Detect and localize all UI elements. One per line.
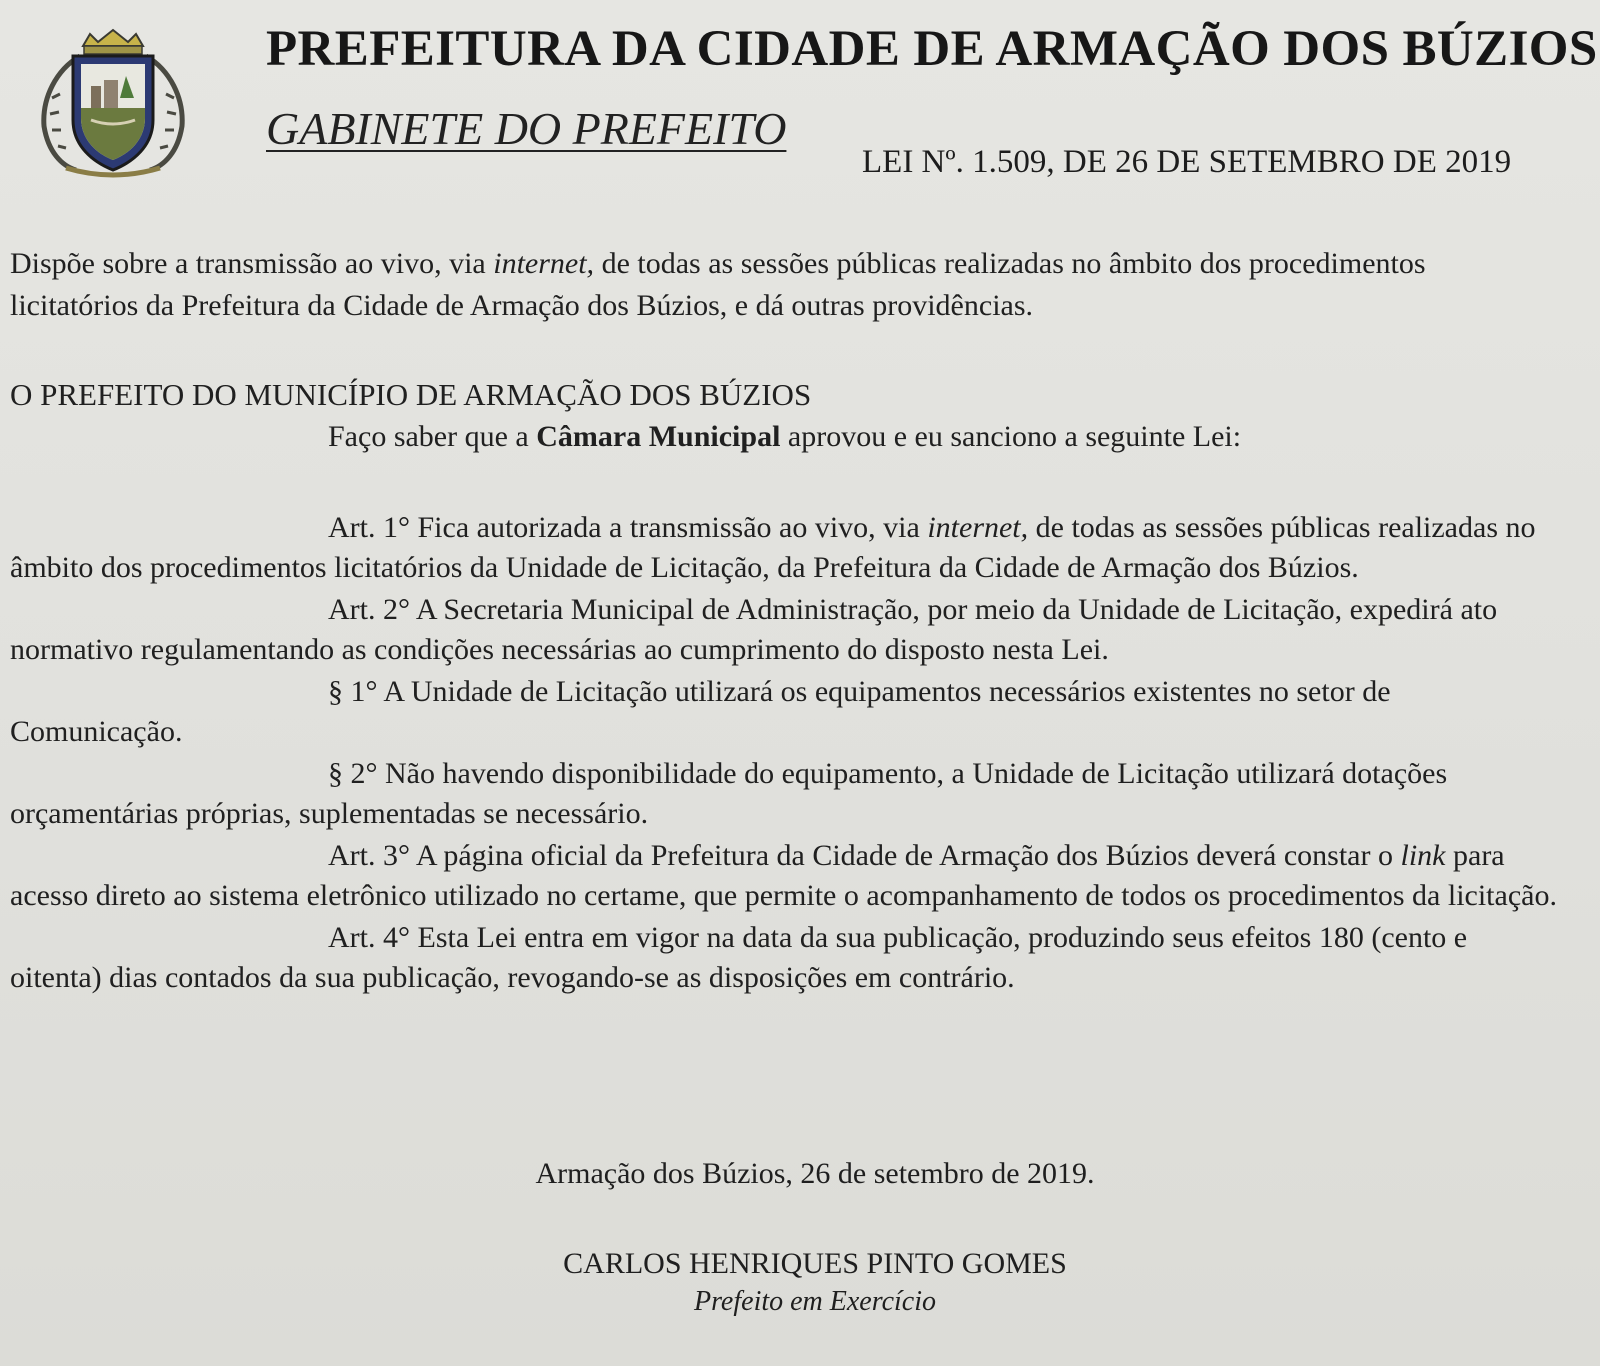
paragraph-1: § 1° A Unidade de Licitação utilizará os equipamentos necessários existentes no setor de Comunicação. [10, 675, 1391, 748]
article-3-text-end: para acesso direto ao sistema eletrônico utilizado no certame, que permite o acompanhamento de todos os procedimentos da licitação. [10, 839, 1557, 912]
law-summary [10, 243, 1510, 327]
article-2: Art. 2° A Secretaria Municipal de Administração, por meio da Unidade de Licitação, expedirá ato normativo regulamentando as condições necessárias ao cumprimento do disposto nesta Lei. [10, 593, 1498, 666]
enactment-text-end: aprovou e eu sanciono a seguinte Lei: [780, 420, 1242, 453]
summary-italic-term: internet, [493, 247, 595, 280]
enactment-text-start: Faço saber que a [328, 420, 537, 453]
law-number: LEI Nº. 1.509, DE 26 DE SETEMBRO DE 2019 [862, 144, 1512, 180]
place-and-date: Armação dos Búzios, 26 de setembro de 2019. [535, 1157, 1095, 1190]
article-1-text-end: de todas as sessões públicas realizadas no âmbito dos procedimentos licitatórios da Unidade de Licitação, da Prefeitura da Cidade de Armação dos Búzios. [10, 511, 1536, 584]
page-title: PREFEITURA DA CIDADE DE ARMAÇÃO DOS BÚZIOS [266, 21, 1598, 77]
article-1-italic-term: internet, [927, 511, 1029, 544]
summary-text-end: de todas as sessões públicas realizadas no âmbito dos procedimentos licitatórios da Prefeitura da Cidade de Armação dos Búzios, e dá outras providências. [10, 247, 1426, 322]
office-subtitle: GABINETE DO PREFEITO [266, 103, 787, 154]
mayor-heading: O PREFEITO DO MUNICÍPIO DE ARMAÇÃO DOS BÚZIOS [10, 377, 812, 412]
signatory-name: CARLOS HENRIQUES PINTO GOMES [563, 1247, 1067, 1280]
article-4: Art. 4° Esta Lei entra em vigor na data da sua publicação, produzindo seus efeitos 180 (cento e oitenta) dias contados da sua publicação, revogando-se as disposições em contrário. [10, 921, 1468, 994]
articles-section [10, 508, 1565, 1000]
summary-text-start: Dispõe sobre a transmissão ao vivo, via [10, 247, 494, 280]
article-1-text-start: Art. 1° Fica autorizada a transmissão ao vivo, via [328, 511, 928, 544]
article-3-text-start: Art. 3° A página oficial da Prefeitura da Cidade de Armação dos Búzios deverá constar o [328, 839, 1401, 872]
article-1 [10, 508, 1565, 588]
enactment-bold-term: Câmara Municipal [536, 420, 781, 453]
enactment-clause [10, 416, 1580, 458]
article-3-italic-term: link [1400, 839, 1446, 872]
article-3 [10, 836, 1565, 916]
municipal-coat-of-arms-icon [28, 28, 198, 178]
paragraph-2: § 2° Não havendo disponibilidade do equipamento, a Unidade de Licitação utilizará dotações orçamentárias próprias, suplementadas se necessário. [10, 757, 1448, 830]
signatory-role: Prefeito em Exercício [693, 1286, 937, 1317]
